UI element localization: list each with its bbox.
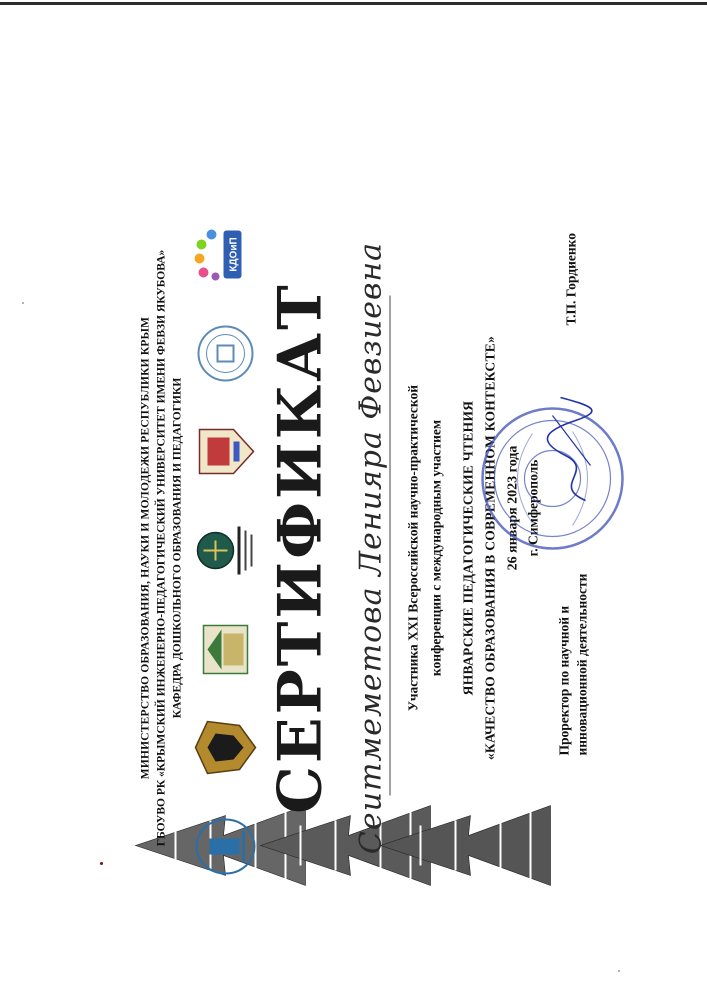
- signer-title: [555, 573, 591, 755]
- recipient-name: Сеитмеметова Ленияра Февзиевна: [353, 241, 388, 854]
- event-name: ЯНВАРСКИЕ ПЕДАГОГИЧЕСКИЕ ЧТЕНИЯ: [460, 400, 475, 695]
- signer-title-line-1: Проректор по научной и: [556, 605, 571, 755]
- participation-line-1: Участника XXI Всероссийской научно-практической: [405, 384, 420, 711]
- signer-name: Т.П. Гордиенко: [563, 232, 578, 325]
- certificate: [115, 180, 615, 915]
- scan-top-edge: [0, 2, 707, 5]
- signer-title-line-2: инновационной деятельности: [574, 573, 589, 755]
- kipu-university-logo: [193, 816, 257, 876]
- crest-emblem-logo: [193, 717, 257, 777]
- participation-line-2: конференции с международным участием: [428, 419, 443, 676]
- building-emblem-logo: [193, 619, 257, 679]
- shield-emblem-logo: [193, 421, 257, 481]
- event-date: 26 января 2023 года: [505, 445, 520, 570]
- department-heading: КАФЕДРА ДОШКОЛЬНОГО ОБРАЗОВАНИЯ И ПЕДАГОГИКИ: [171, 377, 183, 718]
- name-underline: [389, 295, 390, 795]
- event-theme: «КАЧЕСТВО ОБРАЗОВАНИЯ В СОВРЕМЕННОМ КОНТЕКСТЕ»: [482, 335, 497, 760]
- certificate-landscape: [115, 180, 615, 915]
- certificate-title: СЕРТИФИКАТ: [265, 281, 335, 814]
- handwritten-signature-icon: [540, 395, 600, 505]
- round-university-seal-logo: [193, 323, 257, 383]
- scan-speck: [22, 302, 24, 304]
- scan-speck: [100, 862, 103, 865]
- university-heading: ГБОУВО РК «КРЫМСКИЙ ИНЖЕНЕРНО-ПЕДАГОГИЧЕСКИЙ УНИВЕРСИТЕТ ИМЕНИ ФЕВЗИ ЯКУБОВА»: [155, 249, 167, 846]
- scan-speck: [618, 970, 620, 972]
- kdoip-logo: [193, 224, 257, 284]
- event-city: г. Симферополь: [525, 459, 540, 556]
- partner-logos: [189, 205, 261, 895]
- maritime-university-logo: [193, 520, 257, 580]
- ministry-heading: МИНИСТЕРСТВО ОБРАЗОВАНИЯ, НАУКИ И МОЛОДЕЖИ РЕСПУБЛИКИ КРЫМ: [139, 316, 151, 779]
- svg-text:КДОиП: КДОиП: [228, 237, 239, 272]
